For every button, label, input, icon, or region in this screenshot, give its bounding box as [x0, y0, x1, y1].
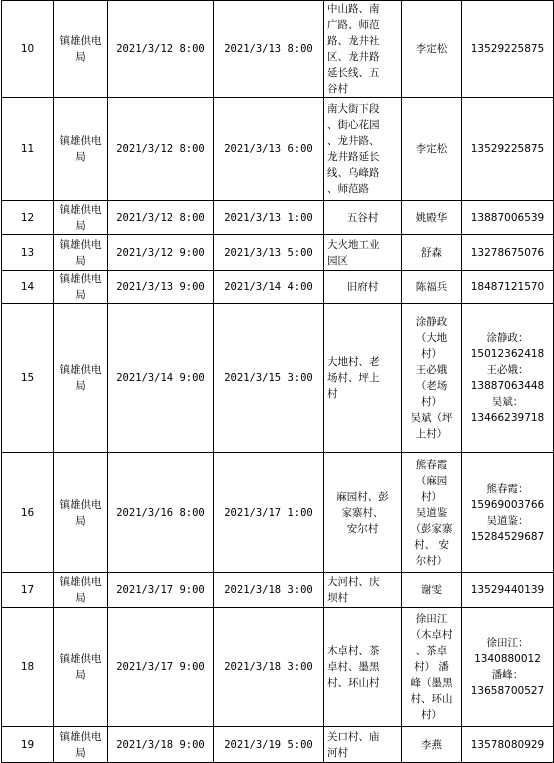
- end-time-cell: 2021/3/18 3:00: [214, 573, 324, 608]
- area-cell: 大火地工业 园区: [324, 235, 402, 271]
- contact-cell: 涂静政 （大地 村） 王必娥 （老场 村） 吴斌（坪 上村）: [402, 304, 462, 453]
- row-number: 11: [2, 98, 54, 201]
- table-row: [2, 201, 554, 235]
- unit-cell: 镇雄供电 局: [54, 271, 108, 304]
- row-number: 13: [2, 235, 54, 271]
- start-time-cell: 2021/3/12 8:00: [108, 1, 214, 98]
- start-time-cell: 2021/3/18 9:00: [108, 727, 214, 763]
- area-cell: 五谷村: [324, 201, 402, 235]
- table-row: [2, 453, 554, 573]
- area-cell: 大地村、老 场村、坪上 村: [324, 304, 402, 453]
- start-time-cell: 2021/3/13 9:00: [108, 271, 214, 304]
- end-time-cell: 2021/3/13 8:00: [214, 1, 324, 98]
- start-time-cell: 2021/3/17 9:00: [108, 608, 214, 727]
- table-row: [2, 608, 554, 727]
- row-number: 17: [2, 573, 54, 608]
- table-row: [2, 1, 554, 98]
- end-time-cell: 2021/3/15 3:00: [214, 304, 324, 453]
- row-number: 12: [2, 201, 54, 235]
- phone-cell: 13278675076: [462, 235, 554, 271]
- phone-cell: 18487121570: [462, 271, 554, 304]
- unit-cell: 镇雄供电 局: [54, 727, 108, 763]
- contact-cell: 李定松: [402, 98, 462, 201]
- table-row: [2, 304, 554, 453]
- phone-cell: 涂静政： 15012362418 王必娥： 13887063448 吴斌： 13466239718: [462, 304, 554, 453]
- phone-cell: 13529225875: [462, 1, 554, 98]
- phone-cell: 13578080929: [462, 727, 554, 763]
- area-cell: 大河村、庆 坝村: [324, 573, 402, 608]
- row-number: 19: [2, 727, 54, 763]
- start-time-cell: 2021/3/16 8:00: [108, 453, 214, 573]
- start-time-cell: 2021/3/12 9:00: [108, 235, 214, 271]
- phone-cell: 13529440139: [462, 573, 554, 608]
- contact-cell: 李定松: [402, 1, 462, 98]
- unit-cell: 镇雄供电 局: [54, 98, 108, 201]
- contact-cell: 姚殿华: [402, 201, 462, 235]
- unit-cell: 镇雄供电 局: [54, 304, 108, 453]
- unit-cell: 镇雄供电 局: [54, 573, 108, 608]
- row-number: 10: [2, 1, 54, 98]
- table-row: [2, 235, 554, 271]
- table-row: [2, 573, 554, 608]
- phone-cell: 13529225875: [462, 98, 554, 201]
- contact-cell: 舒森: [402, 235, 462, 271]
- start-time-cell: 2021/3/12 8:00: [108, 98, 214, 201]
- row-number: 15: [2, 304, 54, 453]
- table-row: [2, 98, 554, 201]
- unit-cell: 镇雄供电 局: [54, 201, 108, 235]
- area-cell: 麻园村、彭 家寨村、 安尔村: [324, 453, 402, 573]
- unit-cell: 镇雄供电 局: [54, 1, 108, 98]
- phone-cell: 13887006539: [462, 201, 554, 235]
- contact-cell: 李燕: [402, 727, 462, 763]
- contact-cell: 陈福兵: [402, 271, 462, 304]
- row-number: 14: [2, 271, 54, 304]
- table-row: [2, 271, 554, 304]
- end-time-cell: 2021/3/19 5:00: [214, 727, 324, 763]
- start-time-cell: 2021/3/17 9:00: [108, 573, 214, 608]
- end-time-cell: 2021/3/13 5:00: [214, 235, 324, 271]
- area-cell: 木卓村、茶 卓村、墨黑 村、环山村: [324, 608, 402, 727]
- phone-cell: 徐田江： 1340880012 潘峰： 13658700527: [462, 608, 554, 727]
- end-time-cell: 2021/3/13 1:00: [214, 201, 324, 235]
- unit-cell: 镇雄供电 局: [54, 453, 108, 573]
- contact-cell: 徐田江 （木卓村 、茶卓 村） 潘 峰（墨黑 村、环山 村）: [402, 608, 462, 727]
- unit-cell: 镇雄供电 局: [54, 235, 108, 271]
- end-time-cell: 2021/3/18 3:00: [214, 608, 324, 727]
- table-row: [2, 727, 554, 763]
- area-cell: 关口村、庙 河村: [324, 727, 402, 763]
- phone-cell: 熊春霞： 15969003766 吴道鉴： 15284529687: [462, 453, 554, 573]
- unit-cell: 镇雄供电 局: [54, 608, 108, 727]
- start-time-cell: 2021/3/14 9:00: [108, 304, 214, 453]
- start-time-cell: 2021/3/12 8:00: [108, 201, 214, 235]
- end-time-cell: 2021/3/13 6:00: [214, 98, 324, 201]
- contact-cell: 谢雯: [402, 573, 462, 608]
- end-time-cell: 2021/3/14 4:00: [214, 271, 324, 304]
- area-cell: 中山路、南 广路、师范 路、龙井社 区、龙井路 延长线、五 谷村: [324, 1, 402, 98]
- area-cell: 旧府村: [324, 271, 402, 304]
- area-cell: 南大街下段 、街心花园 、龙井路、 龙井路延长 线、乌峰路 、师范路: [324, 98, 402, 201]
- contact-cell: 熊春霞 （麻园 村） 吴道鉴 （彭家寨 村、 安 尔村）: [402, 453, 462, 573]
- power-outage-table: [1, 0, 554, 763]
- row-number: 16: [2, 453, 54, 573]
- row-number: 18: [2, 608, 54, 727]
- end-time-cell: 2021/3/17 1:00: [214, 453, 324, 573]
